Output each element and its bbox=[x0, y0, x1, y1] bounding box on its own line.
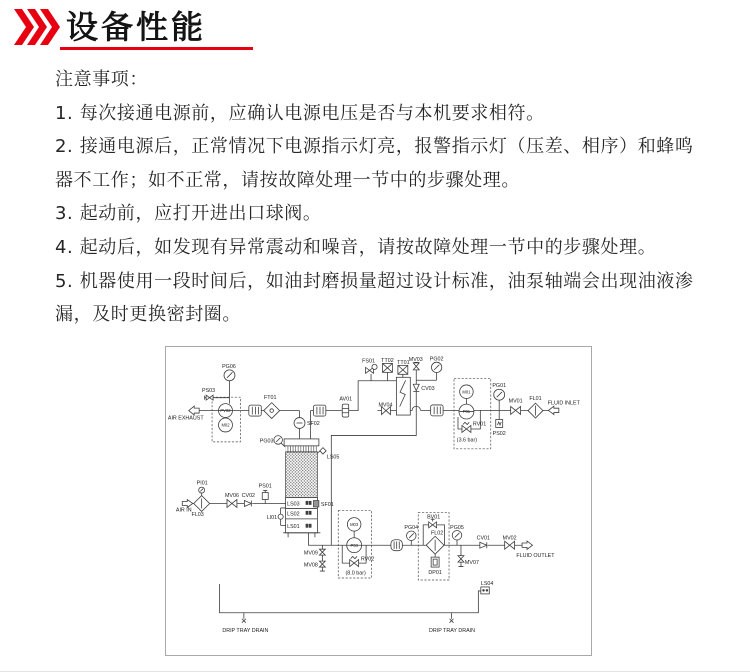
label-mv04: MV04 bbox=[378, 402, 393, 409]
air-exhaust-arrow bbox=[189, 406, 199, 415]
notes-section bbox=[55, 63, 695, 332]
relief-valve-rv02 bbox=[350, 556, 359, 566]
reservoir-tank bbox=[283, 439, 320, 537]
label-fl02: FL02 bbox=[431, 530, 444, 537]
pid-diagram bbox=[165, 346, 592, 656]
note-item: 1. 每次接通电源前，应确认电源电压是否与本机要求相符。 bbox=[55, 102, 545, 124]
valve-mv01 bbox=[511, 406, 521, 414]
air-in-arrow bbox=[182, 500, 192, 508]
label-air-exhaust: AIR EXHAUST bbox=[167, 415, 204, 422]
level-switch-ls04 bbox=[481, 587, 489, 594]
pressure-switch-ps03 bbox=[205, 395, 213, 400]
valve-mv02 bbox=[505, 541, 515, 549]
page-title: 设备性能 bbox=[66, 8, 207, 46]
pid-diagram-svg bbox=[166, 347, 591, 655]
valve-mv03 bbox=[413, 363, 419, 370]
fluid-outlet-arrow bbox=[522, 541, 532, 549]
pressure-switch-ps01 bbox=[262, 491, 268, 500]
label-bv01: BV01 bbox=[427, 514, 441, 521]
bypass-valve-bv01 bbox=[429, 519, 437, 528]
label-cv02: CV02 bbox=[241, 493, 256, 500]
filter-ft01 bbox=[264, 403, 280, 419]
label-av01: AV01 bbox=[339, 396, 353, 403]
label-rv02-setting: (8.0 bar) bbox=[345, 570, 366, 577]
label-pg03: PG03 bbox=[259, 438, 274, 445]
label-m03: M03 bbox=[350, 521, 359, 527]
label-cv03: CV03 bbox=[421, 386, 435, 393]
relief-valve-rv01 bbox=[462, 422, 471, 432]
gauge-pg06 bbox=[224, 370, 235, 381]
label-mv07: MV07 bbox=[464, 559, 479, 566]
label-fl01: FL01 bbox=[529, 395, 542, 402]
title-underline bbox=[60, 47, 253, 50]
check-valve-cv02 bbox=[244, 501, 251, 507]
label-m02: M02 bbox=[221, 422, 230, 428]
gauge-pg04 bbox=[407, 531, 417, 541]
label-tt01: TT01 bbox=[397, 360, 410, 367]
valve-mv08 bbox=[319, 561, 325, 567]
label-pi01: PI01 bbox=[196, 480, 208, 487]
valve-mv09 bbox=[319, 549, 325, 555]
label-rv01: RV01 bbox=[472, 421, 487, 428]
valve-mv06 bbox=[227, 500, 237, 508]
ls05-switch bbox=[320, 448, 326, 454]
label-pg06: PG06 bbox=[222, 363, 236, 370]
filter-fl02 bbox=[426, 536, 444, 554]
label-fs01: FS01 bbox=[362, 358, 375, 365]
label-mv09: MV09 bbox=[303, 550, 318, 557]
label-rv02: RV02 bbox=[360, 556, 375, 563]
label-fluid-outlet: FLUID OUTLET bbox=[516, 552, 555, 559]
label-drip-tray-drain-right: DRIP TRAY DRAIN bbox=[428, 627, 476, 634]
label-rv01-setting: (3.6 bar) bbox=[456, 437, 478, 444]
label-pg05: PG05 bbox=[450, 524, 464, 531]
notes-heading: 注意事项： bbox=[55, 69, 148, 90]
label-air-in: AIR IN bbox=[175, 507, 192, 514]
label-m01: M01 bbox=[462, 389, 471, 395]
gauge-pg02 bbox=[431, 362, 441, 372]
label-pg01: PG01 bbox=[492, 383, 507, 390]
valve-mv07 bbox=[458, 556, 464, 562]
label-dp01: DP01 bbox=[428, 570, 442, 577]
flex-connector bbox=[249, 405, 261, 416]
label-p01: P01 bbox=[462, 409, 471, 415]
filter-fl03 bbox=[194, 496, 210, 512]
label-li01: LI01 bbox=[266, 515, 278, 522]
label-ft01: FT01 bbox=[263, 395, 277, 402]
fs01-flow-switch bbox=[366, 364, 378, 373]
label-ls05: LS05 bbox=[326, 454, 340, 461]
dp-indicator-dp01 bbox=[431, 557, 439, 567]
label-mv08: MV08 bbox=[303, 562, 318, 569]
pressure-switch-ps02 bbox=[496, 420, 503, 428]
label-p03: P03 bbox=[350, 542, 358, 548]
tt02-transmitter bbox=[382, 363, 392, 372]
label-mv01: MV01 bbox=[508, 398, 523, 405]
gauge-pi01 bbox=[199, 487, 205, 493]
label-pv02: PV02 bbox=[220, 408, 231, 414]
label-drip-tray-drain-left: DRIP TRAY DRAIN bbox=[222, 627, 269, 634]
label-sf01: SF01 bbox=[320, 501, 334, 508]
gauge-pg03 bbox=[274, 436, 285, 447]
label-ls02: LS02 bbox=[287, 511, 300, 518]
label-mv06: MV06 bbox=[224, 493, 239, 500]
label-mv03: MV03 bbox=[408, 356, 423, 363]
level-indicator-li01 bbox=[278, 508, 286, 525]
label-pg02: PG02 bbox=[429, 356, 444, 363]
label-tt02: TT02 bbox=[381, 357, 394, 364]
sf01-sensor bbox=[313, 501, 318, 507]
flex-connector bbox=[313, 405, 325, 416]
label-ls03: LS03 bbox=[287, 501, 300, 508]
flex-connector bbox=[431, 405, 443, 416]
heat-exchanger bbox=[396, 377, 410, 415]
chevrons-icon bbox=[14, 9, 60, 45]
label-fl03: FL03 bbox=[191, 512, 204, 519]
label-ps03: PS03 bbox=[202, 388, 216, 395]
note-item: 5. 机器使用一段时间后，如油封磨损量超过设计标准，油泵轴端会出现油液渗漏，及时更换密封圈。 bbox=[55, 270, 694, 326]
note-item: 3. 起动前，应打开进出口球阀。 bbox=[55, 203, 322, 225]
filter-fl01 bbox=[528, 403, 543, 418]
check-valve-cv01 bbox=[480, 542, 487, 548]
label-ps01: PS01 bbox=[258, 483, 272, 490]
label-ls04: LS04 bbox=[480, 581, 494, 588]
check-valve-cv03 bbox=[413, 384, 419, 391]
label-cv01: CV01 bbox=[476, 535, 491, 542]
label-ls01: LS01 bbox=[287, 524, 300, 531]
tt01-transmitter bbox=[398, 365, 408, 374]
label-mv02: MV02 bbox=[502, 535, 517, 542]
label-sf02: SF02 bbox=[306, 420, 320, 427]
gauge-pg05 bbox=[452, 531, 462, 541]
note-item: 4. 起动后，如发现有异常震动和噪音，请按故障处理一节中的步骤处理。 bbox=[55, 236, 657, 258]
label-fluid-inlet: FLUID INLET bbox=[547, 400, 580, 407]
sight-glass-sf02 bbox=[294, 418, 305, 429]
flex-connector bbox=[391, 540, 402, 551]
fluid-inlet-arrow bbox=[548, 406, 558, 414]
solenoid-av01 bbox=[342, 404, 348, 417]
note-item: 2. 接通电源后，正常情况下电源指示灯亮，报警指示灯（压差、相序）和蜂鸣器不工作；如不正常，请按故障处理一节中的步骤处理。 bbox=[55, 136, 694, 191]
label-ps02: PS02 bbox=[492, 431, 506, 438]
label-pg04: PG04 bbox=[404, 525, 419, 532]
gauge-pg01 bbox=[494, 389, 505, 400]
